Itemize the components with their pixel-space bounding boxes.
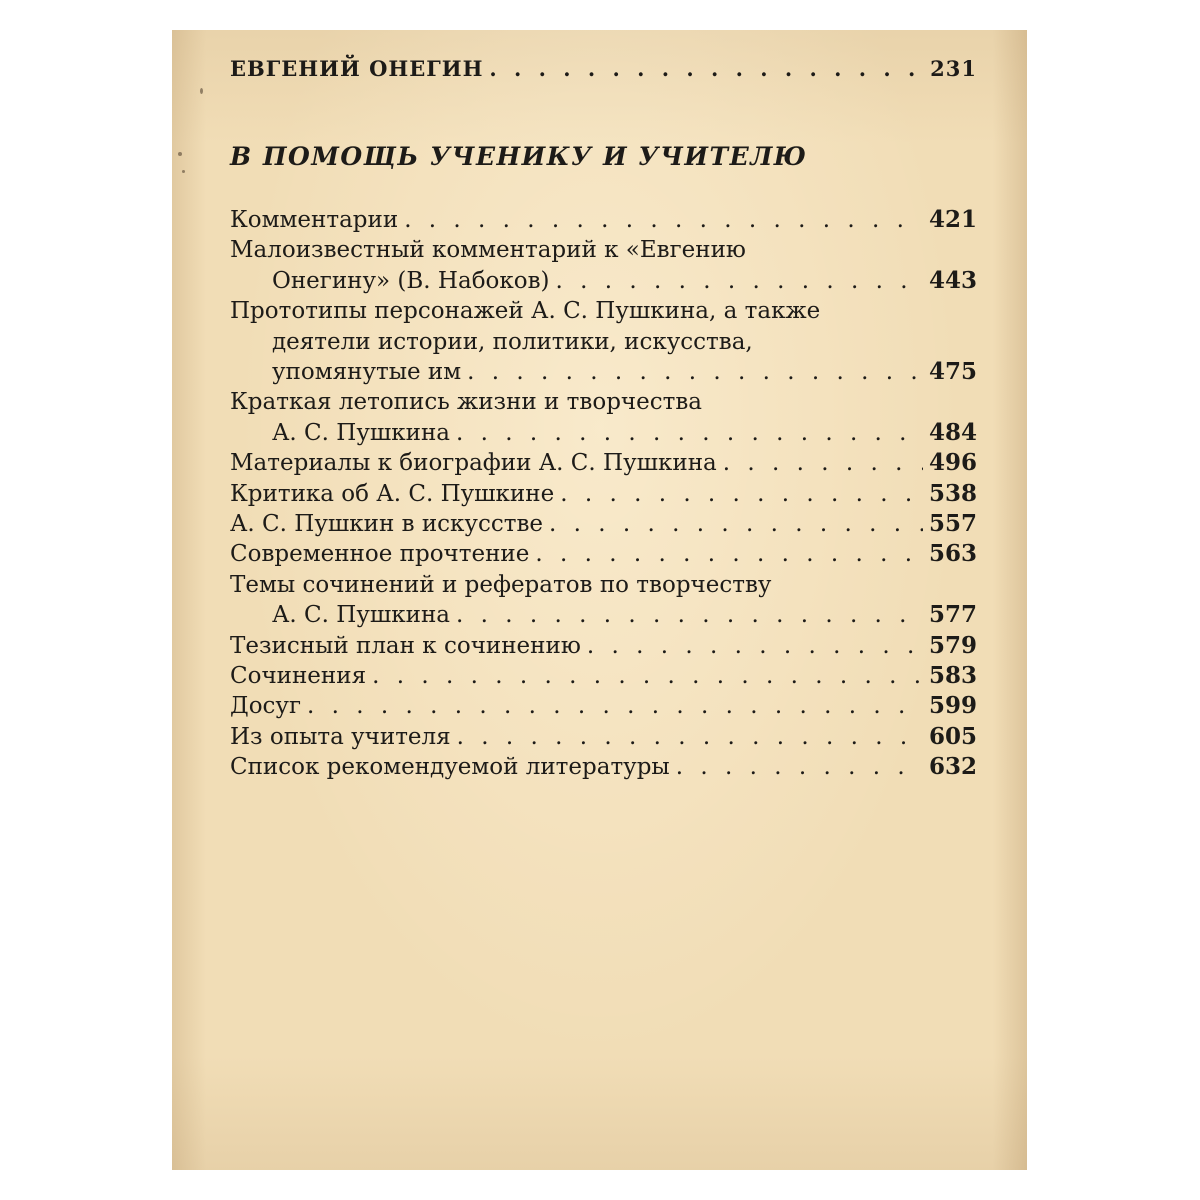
toc-entry-page: 563 [928,540,977,568]
dot-leader [587,631,923,661]
toc-entry[interactable] [272,357,977,387]
dot-leader [372,661,923,691]
toc-entry[interactable] [230,752,977,782]
toc-entry-title: Тезисный план к сочинению [230,632,581,659]
toc-entry[interactable] [230,448,977,478]
toc-entry-page: 496 [928,449,977,477]
toc-entry-title: ЕВГЕНИЙ ОНЕГИН [230,56,484,81]
toc-entry[interactable] [230,631,977,661]
dot-leader [549,509,923,539]
toc-entry-page: 443 [928,266,977,294]
dot-leader [457,722,923,752]
toc-entry[interactable] [230,691,977,721]
toc-entry-title: А. С. Пушкин в искусстве [230,511,544,537]
dot-leader [535,539,923,569]
ink-speck [178,152,182,156]
toc-entry-page: 583 [928,662,977,689]
toc-entry-title: Сочинения [230,663,367,689]
toc-entry-page: 577 [928,601,977,629]
toc-entry-title: упомянутые им [272,359,462,385]
toc-entry[interactable] [272,600,977,630]
toc-entry[interactable] [272,266,977,296]
toc-entry[interactable] [230,205,977,235]
toc-entry-page: 421 [928,206,977,233]
toc-entry-title: Материалы к биографии А. С. Пушкина [230,450,717,477]
toc-entry[interactable] [272,418,977,448]
toc-entry[interactable] [230,722,977,752]
dot-leader [307,691,923,721]
toc-entry-main[interactable] [230,54,977,84]
dot-leader [404,205,923,235]
ink-speck [182,170,185,173]
dot-leader [723,448,923,478]
toc-entry-page: 632 [928,753,977,781]
toc-entry-title-line: Краткая летопись жизни и творчества [230,389,703,416]
toc-entry-title-line: Малоизвестный комментарий к «Евгению [230,237,746,264]
dot-leader [489,54,924,84]
toc-entry-title: Комментарии [230,207,399,233]
toc-entry-page: 599 [928,692,977,720]
toc-entry-page: 475 [928,358,977,385]
section-heading: В ПОМОЩЬ УЧЕНИКУ И УЧИТЕЛЮ [230,142,808,171]
dot-leader [676,752,923,782]
toc-entry-title: Досуг [230,693,302,720]
toc-entry-title: Из опыта учителя [230,723,451,750]
toc-entry-page: 579 [928,631,977,659]
dot-leader [556,266,923,296]
toc-entry-page: 557 [928,510,977,537]
toc-entry[interactable] [230,661,977,691]
dot-leader [467,357,923,387]
book-page [172,30,1027,1170]
toc-entry-title-line: Темы сочинений и рефератов по творчеству [230,571,772,598]
toc-entry-title: А. С. Пушкина [272,419,450,446]
toc-entry[interactable] [230,509,977,539]
toc-entry-title-line: деятели истории, политики, искусства, [272,328,753,355]
toc-entry-page: 605 [928,722,977,750]
dot-leader [456,600,923,630]
toc-entry[interactable] [230,539,977,569]
toc-entry[interactable] [230,479,977,509]
toc-entry-title: Современное прочтение [230,541,530,568]
ink-speck [200,88,203,94]
dot-leader [560,479,923,509]
toc-entry-title: Онегину» (В. Набоков) [272,267,550,294]
toc-entry-title: Критика об А. С. Пушкине [230,480,555,507]
toc-entry-title: Список рекомендуемой литературы [230,754,670,781]
toc-entry-title: А. С. Пушкина [272,602,450,629]
toc-entry-page: 484 [928,418,977,446]
toc-entry-page: 538 [928,479,977,507]
dot-leader [456,418,923,448]
toc-entry-page: 231 [930,56,977,81]
toc-entry-title-line: Прототипы персонажей А. С. Пушкина, а также [230,298,821,325]
